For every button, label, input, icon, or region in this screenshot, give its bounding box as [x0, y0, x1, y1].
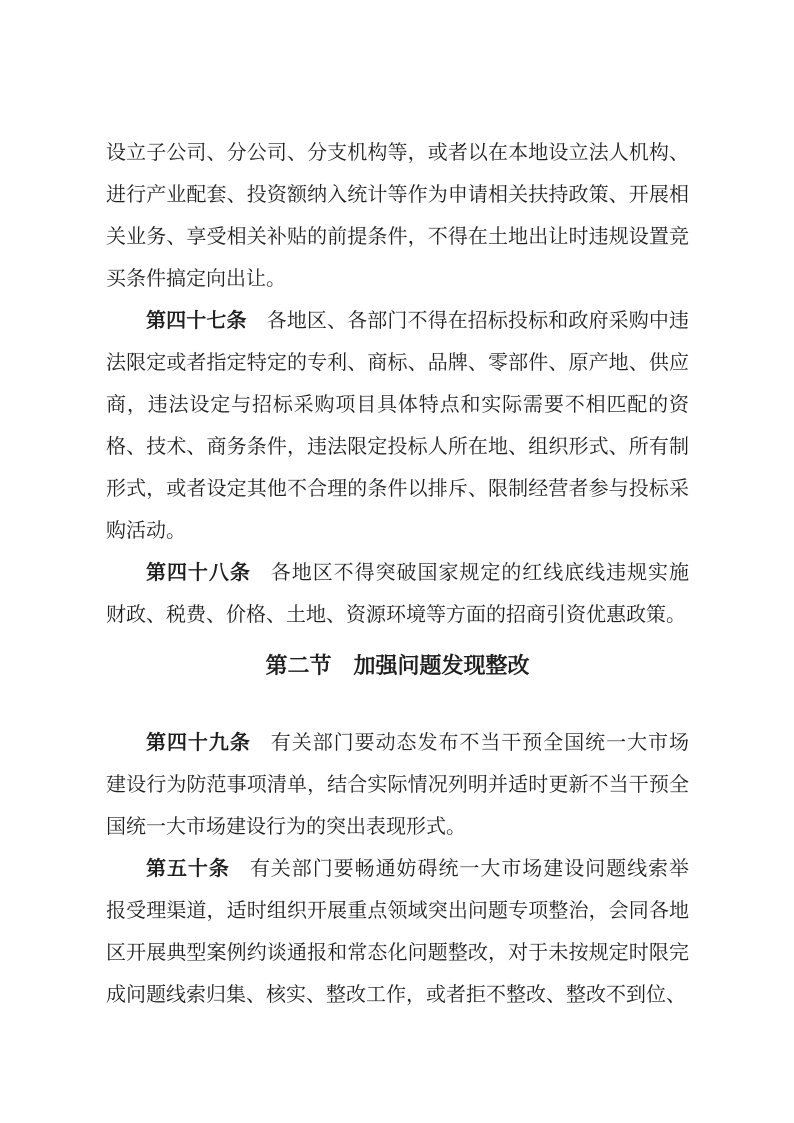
- text-line: 商，违法设定与招标采购项目具体特点和实际需要不相匹配的资: [106, 394, 689, 416]
- section-heading: 第二节 加强问题发现整改: [265, 653, 530, 678]
- article-paragraph: [106, 722, 689, 848]
- text-line: 关业务、享受相关补贴的前提条件，不得在土地出让时违规设置竞: [106, 226, 689, 248]
- body-paragraph: [106, 132, 689, 300]
- article-paragraph: [106, 552, 689, 636]
- text-line: [106, 132, 689, 174]
- article-number: 第四十八条: [146, 562, 251, 584]
- text-line: [106, 722, 689, 764]
- line-text: 有关部门要动态发布不当干预全国统一大市场: [270, 732, 690, 754]
- line-text: 设立子公司、分公司、分支机构等，或者以在本地设立法人机构、: [106, 142, 689, 164]
- text-line: 国统一大市场建设行为的突出表现形式。: [106, 816, 466, 838]
- text-line: [106, 300, 689, 342]
- article-number: 第四十七条: [146, 310, 247, 332]
- text-line: [106, 552, 689, 594]
- line-text: 各地区不得突破国家规定的红线底线违规实施: [270, 562, 690, 584]
- article-number: 第五十条: [146, 858, 230, 880]
- text-line: 财政、税费、价格、土地、资源环境等方面的招商引资优惠政策。: [106, 604, 686, 626]
- text-line: 购活动。: [106, 520, 186, 542]
- article-number: 第四十九条: [146, 732, 251, 754]
- text-line: [106, 848, 689, 890]
- text-line: 形式，或者设定其他不合理的条件以排斥、限制经营者参与投标采: [106, 478, 689, 500]
- text-line: 报受理渠道，适时组织开展重点领域突出问题专项整治，会同各地: [106, 900, 689, 922]
- text-line: 买条件搞定向出让。: [106, 268, 286, 290]
- line-text: 有关部门要畅通妨碍统一大市场建设问题线索举: [249, 858, 690, 880]
- text-line: 成问题线索归集、核实、整改工作，或者拒不整改、整改不到位、: [106, 984, 686, 1006]
- text-line: 进行产业配套、投资额纳入统计等作为申请相关扶持政策、开展相: [106, 184, 689, 206]
- document-text: [106, 132, 689, 1016]
- text-line: 建设行为防范事项清单，结合实际情况列明并适时更新不当干预全: [106, 774, 689, 796]
- line-text: 各地区、各部门不得在招标投标和政府采购中违: [266, 310, 690, 332]
- text-line: 格、技术、商务条件，违法限定投标人所在地、组织形式、所有制: [106, 436, 689, 458]
- text-line: 区开展典型案例约谈通报和常态化问题整改，对于未按规定时限完: [106, 942, 689, 964]
- text-line: 法限定或者指定特定的专利、商标、品牌、零部件、原产地、供应: [106, 352, 689, 374]
- article-paragraph: [106, 848, 689, 1016]
- article-paragraph: [106, 300, 689, 552]
